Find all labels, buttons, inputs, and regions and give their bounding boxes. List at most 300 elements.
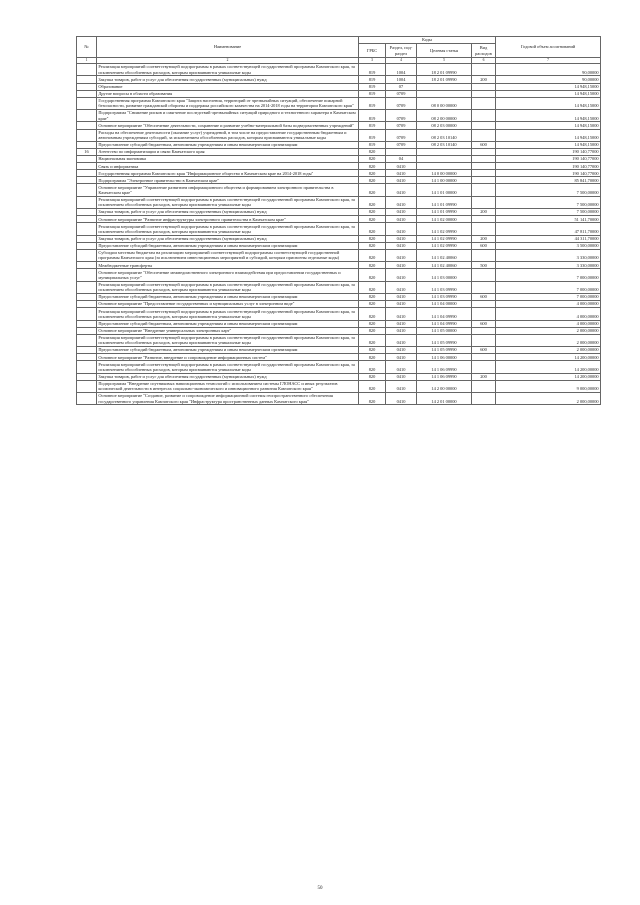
row-grbs: 820 bbox=[359, 156, 386, 163]
table-row bbox=[77, 216, 601, 223]
table-row bbox=[77, 235, 601, 242]
row-number bbox=[77, 249, 97, 261]
row-target: 14 1 03 09990 bbox=[417, 281, 472, 293]
row-name: Основное мероприятие "Развитие, внедрение и сопровождение информационных систем" bbox=[97, 354, 359, 361]
row-amount: 14 948,15000 bbox=[496, 129, 601, 141]
row-kind: 600 bbox=[472, 242, 496, 249]
table-row bbox=[77, 122, 601, 129]
row-amount: 3 330,00000 bbox=[496, 249, 601, 261]
table-row bbox=[77, 170, 601, 177]
row-section: 0410 bbox=[386, 269, 417, 281]
row-name: Предоставление субсидий бюджетным, автономным учреждениям и иным некоммерческим организациям bbox=[97, 293, 359, 300]
row-number bbox=[77, 262, 97, 269]
row-name: Подпрограмма "Снижение рисков и смягчение последствий чрезвычайных ситуаций природного и техногенного характера в Камчатском крае" bbox=[97, 110, 359, 122]
row-name: Закупка товаров, работ и услуг для обеспечения государственных (муниципальных) нужд bbox=[97, 235, 359, 242]
row-name: Субсидии местным бюджетам на реализацию мероприятий соответствующей подпрограммы соответствующей государственной программы Камчатского края (за исключением инвестиционных мероприятий и субсидий, которым присвоены отдельные коды) bbox=[97, 249, 359, 261]
row-grbs: 820 bbox=[359, 354, 386, 361]
row-kind bbox=[472, 163, 496, 170]
row-target bbox=[417, 90, 472, 97]
row-name: Реализация мероприятий соответствующей подпрограммы в рамках соответствующей государственной программы Камчатского края, за исключением обособленных расходов, которым присваиваются уникальные коды bbox=[97, 308, 359, 320]
row-kind bbox=[472, 393, 496, 405]
row-amount: 2 000,00000 bbox=[496, 347, 601, 354]
row-amount: 44 311,70000 bbox=[496, 235, 601, 242]
row-name: Закупка товаров, работ и услуг для обеспечения государственных (муниципальных) нужд bbox=[97, 373, 359, 380]
row-grbs: 820 bbox=[359, 223, 386, 235]
row-amount: 2 000,00000 bbox=[496, 327, 601, 334]
row-kind: 200 bbox=[472, 209, 496, 216]
row-section: 1004 bbox=[386, 76, 417, 83]
row-target: 18 2 01 09990 bbox=[417, 76, 472, 83]
row-target: 14 1 05 09990 bbox=[417, 347, 472, 354]
row-section: 0410 bbox=[386, 242, 417, 249]
row-section: 0709 bbox=[386, 90, 417, 97]
row-section: 0410 bbox=[386, 361, 417, 373]
row-section: 0410 bbox=[386, 196, 417, 208]
row-number bbox=[77, 163, 97, 170]
row-grbs: 820 bbox=[359, 235, 386, 242]
row-name: Подпрограмма "Внедрение спутниковых навигационных технологий с использованием системы ГЛОНАСС и иных результатов космической деятельности в интересах социально-экономического и инновационного развития Камчатского края" bbox=[97, 380, 359, 392]
row-number bbox=[77, 380, 97, 392]
row-name: Другие вопросы в области образования bbox=[97, 90, 359, 97]
row-target: 14 1 04 00000 bbox=[417, 301, 472, 308]
row-section: 0410 bbox=[386, 184, 417, 196]
row-grbs: 819 bbox=[359, 90, 386, 97]
row-kind bbox=[472, 129, 496, 141]
row-section: 0410 bbox=[386, 354, 417, 361]
row-number bbox=[77, 361, 97, 373]
table-row bbox=[77, 83, 601, 90]
row-name: Образование bbox=[97, 83, 359, 90]
row-number bbox=[77, 129, 97, 141]
row-section: 0709 bbox=[386, 97, 417, 109]
row-grbs: 819 bbox=[359, 122, 386, 129]
row-section: 0410 bbox=[386, 293, 417, 300]
row-name: Реализация мероприятий соответствующей подпрограммы в рамках соответствующей государственной программы Камчатского края, за исключением обособленных расходов, которым присваиваются уникальные коды bbox=[97, 223, 359, 235]
row-target: 08 2 03 10140 bbox=[417, 129, 472, 141]
row-name: Расходы на обеспечение деятельности (оказание услуг) учреждений, в том числе на предоставление государственным бюджетным и автономным учреждениям субсидий, за исключением обособленных расходов, которым присваиваются уникальные коды bbox=[97, 129, 359, 141]
row-target: 14 1 03 09990 bbox=[417, 293, 472, 300]
header-name: Наименование bbox=[97, 37, 359, 58]
row-amount: 51 141,70000 bbox=[496, 216, 601, 223]
row-target: 14 1 02 09990 bbox=[417, 223, 472, 235]
row-target: 14 1 02 09990 bbox=[417, 242, 472, 249]
row-name: Агентство по информатизации и связи Камчатского края bbox=[97, 148, 359, 155]
row-amount: 14 948,15000 bbox=[496, 83, 601, 90]
row-name: Основное мероприятие "Управление развитием информационного общества и формированием электронного правительства в Камчатском крае" bbox=[97, 184, 359, 196]
row-grbs: 820 bbox=[359, 281, 386, 293]
row-grbs: 820 bbox=[359, 393, 386, 405]
row-amount: 4 000,00000 bbox=[496, 308, 601, 320]
row-amount: 3 330,00000 bbox=[496, 262, 601, 269]
row-amount: 190 140,77000 bbox=[496, 163, 601, 170]
row-name: Реализация мероприятий соответствующей подпрограммы в рамках соответствующей государственной программы Камчатского края, за исключением обособленных расходов, которым присваиваются уникальные коды bbox=[97, 196, 359, 208]
row-name: Предоставление субсидий бюджетным, автономным учреждениям и иным некоммерческим организациям bbox=[97, 347, 359, 354]
header-grbs: ГРБС bbox=[359, 44, 386, 58]
row-amount: 7 500,00000 bbox=[496, 184, 601, 196]
header-num: № bbox=[77, 37, 97, 58]
row-kind bbox=[472, 170, 496, 177]
row-section: 0709 bbox=[386, 129, 417, 141]
row-amount: 3 500,00000 bbox=[496, 242, 601, 249]
row-number bbox=[77, 76, 97, 83]
row-section: 0709 bbox=[386, 141, 417, 148]
index-cell: 4 bbox=[386, 58, 417, 64]
row-kind bbox=[472, 64, 496, 76]
row-name: Предоставление субсидий бюджетным, автономным учреждениям и иным некоммерческим организациям bbox=[97, 242, 359, 249]
row-grbs: 820 bbox=[359, 380, 386, 392]
row-kind bbox=[472, 281, 496, 293]
budget-table bbox=[76, 36, 601, 405]
row-target bbox=[417, 148, 472, 155]
row-kind bbox=[472, 184, 496, 196]
row-section: 0709 bbox=[386, 110, 417, 122]
table-row bbox=[77, 269, 601, 281]
row-name: Реализация мероприятий соответствующей подпрограммы в рамках соответствующей государственной программы Камчатского края, за исключением обособленных расходов, которым присваиваются уникальные коды bbox=[97, 334, 359, 346]
row-target: 14 1 00 00000 bbox=[417, 177, 472, 184]
row-section: 0709 bbox=[386, 122, 417, 129]
row-grbs: 820 bbox=[359, 361, 386, 373]
row-number bbox=[77, 301, 97, 308]
row-amount: 7 500,00000 bbox=[496, 196, 601, 208]
row-amount: 90,00000 bbox=[496, 76, 601, 83]
row-kind bbox=[472, 156, 496, 163]
table-row bbox=[77, 380, 601, 392]
row-target: 14 1 01 09990 bbox=[417, 209, 472, 216]
row-section: 0410 bbox=[386, 308, 417, 320]
row-name: Основное мероприятие "Создание, развитие и сопровождение информационной системы геопространственного обеспечения государственного управления Камчатского края "Инфраструктура пространственных данных Камчатского края" bbox=[97, 393, 359, 405]
row-section: 0410 bbox=[386, 216, 417, 223]
row-kind bbox=[472, 216, 496, 223]
row-number bbox=[77, 223, 97, 235]
table-row bbox=[77, 64, 601, 76]
row-name: Основное мероприятие "Обеспечение деятельности, сохранение и развитие учебно-материальной базы подведомственных учреждений" bbox=[97, 122, 359, 129]
row-amount: 14 948,15000 bbox=[496, 122, 601, 129]
row-grbs: 820 bbox=[359, 170, 386, 177]
table-row bbox=[77, 209, 601, 216]
row-number bbox=[77, 308, 97, 320]
row-target: 14 1 06 09990 bbox=[417, 361, 472, 373]
row-number bbox=[77, 209, 97, 216]
row-target: 14 0 00 00000 bbox=[417, 170, 472, 177]
row-kind: 200 bbox=[472, 235, 496, 242]
row-target: 14 1 02 40060 bbox=[417, 249, 472, 261]
row-name: Реализация мероприятий соответствующей подпрограммы в рамках соответствующей государственной программы Камчатского края, за исключением обособленных расходов, которым присваиваются уникальные коды bbox=[97, 281, 359, 293]
row-name: Закупка товаров, работ и услуг для обеспечения государственных (муниципальных) нужд bbox=[97, 76, 359, 83]
table-row bbox=[77, 223, 601, 235]
row-section: 0410 bbox=[386, 393, 417, 405]
index-cell: 6 bbox=[472, 58, 496, 64]
row-kind bbox=[472, 83, 496, 90]
row-amount: 14 948,15000 bbox=[496, 97, 601, 109]
row-number bbox=[77, 242, 97, 249]
row-target bbox=[417, 83, 472, 90]
row-target: 08 2 03 10140 bbox=[417, 141, 472, 148]
row-kind bbox=[472, 223, 496, 235]
row-name: Подпрограмма "Электронное правительство в Камчатском крае" bbox=[97, 177, 359, 184]
header-section: Раздел, под-раздел bbox=[386, 44, 417, 58]
index-cell: 3 bbox=[359, 58, 386, 64]
row-grbs: 820 bbox=[359, 347, 386, 354]
table-row bbox=[77, 249, 601, 261]
row-number bbox=[77, 177, 97, 184]
page-number: 50 bbox=[317, 886, 323, 891]
row-section: 1004 bbox=[386, 64, 417, 76]
row-section: 0410 bbox=[386, 249, 417, 261]
row-number bbox=[77, 122, 97, 129]
row-grbs: 819 bbox=[359, 83, 386, 90]
row-name: Межбюджетные трансферты bbox=[97, 262, 359, 269]
row-kind bbox=[472, 90, 496, 97]
row-number bbox=[77, 110, 97, 122]
row-target: 14 2 00 00000 bbox=[417, 380, 472, 392]
row-name: Государственная программа Камчатского края "Защита населения, территорий от чрезвычайных ситуаций, обеспечение пожарной безопасности, развитие гражданской обороны и поддержка российского казачества на 2014-2018 годы на территории Камчатского края" bbox=[97, 97, 359, 109]
row-target: 14 1 04 09990 bbox=[417, 320, 472, 327]
row-name: Национальная экономика bbox=[97, 156, 359, 163]
table-row bbox=[77, 373, 601, 380]
row-grbs: 820 bbox=[359, 177, 386, 184]
row-grbs: 820 bbox=[359, 163, 386, 170]
row-number bbox=[77, 184, 97, 196]
header-kind: Вид расходов bbox=[472, 44, 496, 58]
row-target: 08 0 00 00000 bbox=[417, 97, 472, 109]
row-section: 0410 bbox=[386, 235, 417, 242]
header-total: Годовой объем ассигнований bbox=[496, 37, 601, 58]
row-target: 14 1 02 09990 bbox=[417, 235, 472, 242]
row-amount: 190 140,77000 bbox=[496, 156, 601, 163]
row-grbs: 819 bbox=[359, 110, 386, 122]
table-row bbox=[77, 196, 601, 208]
row-target: 14 2 01 00000 bbox=[417, 393, 472, 405]
row-amount: 85 841,70000 bbox=[496, 177, 601, 184]
row-kind bbox=[472, 177, 496, 184]
row-number bbox=[77, 196, 97, 208]
row-grbs: 820 bbox=[359, 262, 386, 269]
row-grbs: 819 bbox=[359, 141, 386, 148]
row-target: 18 2 01 09990 bbox=[417, 64, 472, 76]
table-row bbox=[77, 281, 601, 293]
row-amount: 4 000,00000 bbox=[496, 301, 601, 308]
row-name: Основное мероприятие "Обеспечение межведомственного электронного взаимодействия при предоставлении государственных и муниципальных услуг" bbox=[97, 269, 359, 281]
table-row bbox=[77, 177, 601, 184]
row-name: Предоставление субсидий бюджетным, автономным учреждениям и иным некоммерческим организациям bbox=[97, 141, 359, 148]
row-kind: 600 bbox=[472, 141, 496, 148]
row-amount: 2 000,00000 bbox=[496, 393, 601, 405]
row-kind bbox=[472, 249, 496, 261]
row-number bbox=[77, 347, 97, 354]
row-section: 0410 bbox=[386, 177, 417, 184]
row-target bbox=[417, 163, 472, 170]
row-amount: 2 000,00000 bbox=[496, 334, 601, 346]
row-amount: 7 500,00000 bbox=[496, 209, 601, 216]
row-number bbox=[77, 156, 97, 163]
row-amount: 14 200,00000 bbox=[496, 373, 601, 380]
row-number bbox=[77, 64, 97, 76]
table-row bbox=[77, 347, 601, 354]
header-codes: Коды bbox=[359, 37, 496, 44]
row-amount: 14 948,15000 bbox=[496, 90, 601, 97]
table-row bbox=[77, 110, 601, 122]
row-grbs: 819 bbox=[359, 76, 386, 83]
row-target: 14 1 06 09990 bbox=[417, 373, 472, 380]
row-number bbox=[77, 170, 97, 177]
row-kind: 500 bbox=[472, 262, 496, 269]
table-row bbox=[77, 90, 601, 97]
row-number bbox=[77, 334, 97, 346]
table-row bbox=[77, 76, 601, 83]
row-kind bbox=[472, 269, 496, 281]
table-row bbox=[77, 293, 601, 300]
row-number bbox=[77, 354, 97, 361]
row-section: 0410 bbox=[386, 327, 417, 334]
row-section: 0410 bbox=[386, 380, 417, 392]
row-target: 14 1 04 09990 bbox=[417, 308, 472, 320]
row-grbs: 820 bbox=[359, 242, 386, 249]
row-section: 0410 bbox=[386, 347, 417, 354]
row-grbs: 820 bbox=[359, 320, 386, 327]
row-number bbox=[77, 281, 97, 293]
row-kind bbox=[472, 327, 496, 334]
row-target: 14 1 06 00000 bbox=[417, 354, 472, 361]
table-row bbox=[77, 148, 601, 155]
index-cell: 5 bbox=[417, 58, 472, 64]
row-grbs: 820 bbox=[359, 184, 386, 196]
row-amount: 190 140,77000 bbox=[496, 170, 601, 177]
row-amount: 7 000,00000 bbox=[496, 269, 601, 281]
row-kind bbox=[472, 308, 496, 320]
row-kind bbox=[472, 122, 496, 129]
table-row bbox=[77, 308, 601, 320]
table-row bbox=[77, 97, 601, 109]
row-section: 0410 bbox=[386, 170, 417, 177]
row-grbs: 819 bbox=[359, 64, 386, 76]
row-grbs: 820 bbox=[359, 269, 386, 281]
row-grbs: 820 bbox=[359, 209, 386, 216]
row-grbs: 820 bbox=[359, 216, 386, 223]
row-grbs: 820 bbox=[359, 293, 386, 300]
row-target: 08 2 00 00000 bbox=[417, 110, 472, 122]
row-name: Реализация мероприятий соответствующей подпрограммы в рамках соответствующей государственной программы Камчатского края, за исключением обособленных расходов, которым присваиваются уникальные коды bbox=[97, 361, 359, 373]
row-number bbox=[77, 97, 97, 109]
row-amount: 14 948,15000 bbox=[496, 141, 601, 148]
row-amount: 14 200,00000 bbox=[496, 361, 601, 373]
row-number bbox=[77, 216, 97, 223]
row-amount: 14 200,00000 bbox=[496, 354, 601, 361]
table-row bbox=[77, 334, 601, 346]
row-section: 0410 bbox=[386, 281, 417, 293]
row-section: 0410 bbox=[386, 320, 417, 327]
row-grbs: 820 bbox=[359, 196, 386, 208]
row-name: Предоставление субсидий бюджетным, автономным учреждениям и иным некоммерческим организациям bbox=[97, 320, 359, 327]
row-grbs: 819 bbox=[359, 129, 386, 141]
row-number bbox=[77, 90, 97, 97]
row-number bbox=[77, 373, 97, 380]
table-row bbox=[77, 361, 601, 373]
table-row bbox=[77, 262, 601, 269]
row-grbs: 820 bbox=[359, 334, 386, 346]
row-grbs: 820 bbox=[359, 301, 386, 308]
row-kind: 600 bbox=[472, 347, 496, 354]
row-number bbox=[77, 83, 97, 90]
row-kind bbox=[472, 196, 496, 208]
row-grbs: 819 bbox=[359, 97, 386, 109]
row-amount: 90,00000 bbox=[496, 64, 601, 76]
row-name: Основное мероприятие "Внедрение универсальных электронных карт" bbox=[97, 327, 359, 334]
table-row bbox=[77, 327, 601, 334]
table-row bbox=[77, 163, 601, 170]
row-section: 07 bbox=[386, 83, 417, 90]
table-row bbox=[77, 354, 601, 361]
row-section bbox=[386, 148, 417, 155]
row-kind bbox=[472, 334, 496, 346]
row-number bbox=[77, 320, 97, 327]
row-target bbox=[417, 156, 472, 163]
row-name: Основное мероприятие "Развитие инфраструктуры электронного правительства в Камчатском крае" bbox=[97, 216, 359, 223]
table-row bbox=[77, 184, 601, 196]
row-section: 0410 bbox=[386, 262, 417, 269]
table-row bbox=[77, 129, 601, 141]
row-kind bbox=[472, 110, 496, 122]
row-target: 14 1 03 00000 bbox=[417, 269, 472, 281]
table-row bbox=[77, 301, 601, 308]
row-name: Реализация мероприятий соответствующей подпрограммы в рамках соответствующей государственной программы Камчатского края, за исключением обособленных расходов, которым присваиваются уникальные коды bbox=[97, 64, 359, 76]
row-number: 16 bbox=[77, 148, 97, 155]
row-grbs: 820 bbox=[359, 373, 386, 380]
header-target: Целевая статья bbox=[417, 44, 472, 58]
row-target: 14 1 01 09990 bbox=[417, 196, 472, 208]
row-amount: 7 000,00000 bbox=[496, 293, 601, 300]
row-grbs: 820 bbox=[359, 327, 386, 334]
row-target: 08 2 03 00000 bbox=[417, 122, 472, 129]
row-amount: 190 140,77000 bbox=[496, 148, 601, 155]
table-body bbox=[77, 64, 601, 405]
row-number bbox=[77, 327, 97, 334]
table-row bbox=[77, 320, 601, 327]
row-kind bbox=[472, 148, 496, 155]
row-number bbox=[77, 269, 97, 281]
row-grbs: 820 bbox=[359, 308, 386, 320]
row-section: 0410 bbox=[386, 209, 417, 216]
table-row bbox=[77, 141, 601, 148]
row-section: 0410 bbox=[386, 334, 417, 346]
row-number bbox=[77, 235, 97, 242]
row-grbs: 820 bbox=[359, 148, 386, 155]
row-amount: 14 948,15000 bbox=[496, 110, 601, 122]
table-row bbox=[77, 156, 601, 163]
row-target: 14 1 02 40060 bbox=[417, 262, 472, 269]
row-amount: 9 000,00000 bbox=[496, 380, 601, 392]
row-target: 14 1 01 00000 bbox=[417, 184, 472, 196]
row-kind bbox=[472, 97, 496, 109]
row-target: 14 1 05 09990 bbox=[417, 334, 472, 346]
row-amount: 47 811,70000 bbox=[496, 223, 601, 235]
table-row bbox=[77, 393, 601, 405]
row-kind: 600 bbox=[472, 320, 496, 327]
table-header bbox=[77, 37, 601, 64]
row-section: 0410 bbox=[386, 163, 417, 170]
row-kind: 200 bbox=[472, 373, 496, 380]
row-amount: 4 000,00000 bbox=[496, 320, 601, 327]
row-name: Основное мероприятие "Предоставление государственных и муниципальных услуг в электронном виде" bbox=[97, 301, 359, 308]
row-kind: 200 bbox=[472, 76, 496, 83]
row-number bbox=[77, 141, 97, 148]
row-name: Государственная программа Камчатского края "Информационное общество в Камчатском крае на 2014-2018 годы" bbox=[97, 170, 359, 177]
row-kind bbox=[472, 380, 496, 392]
row-section: 04 bbox=[386, 156, 417, 163]
row-kind bbox=[472, 354, 496, 361]
row-kind: 600 bbox=[472, 293, 496, 300]
row-number bbox=[77, 293, 97, 300]
index-cell: 7 bbox=[496, 58, 601, 64]
